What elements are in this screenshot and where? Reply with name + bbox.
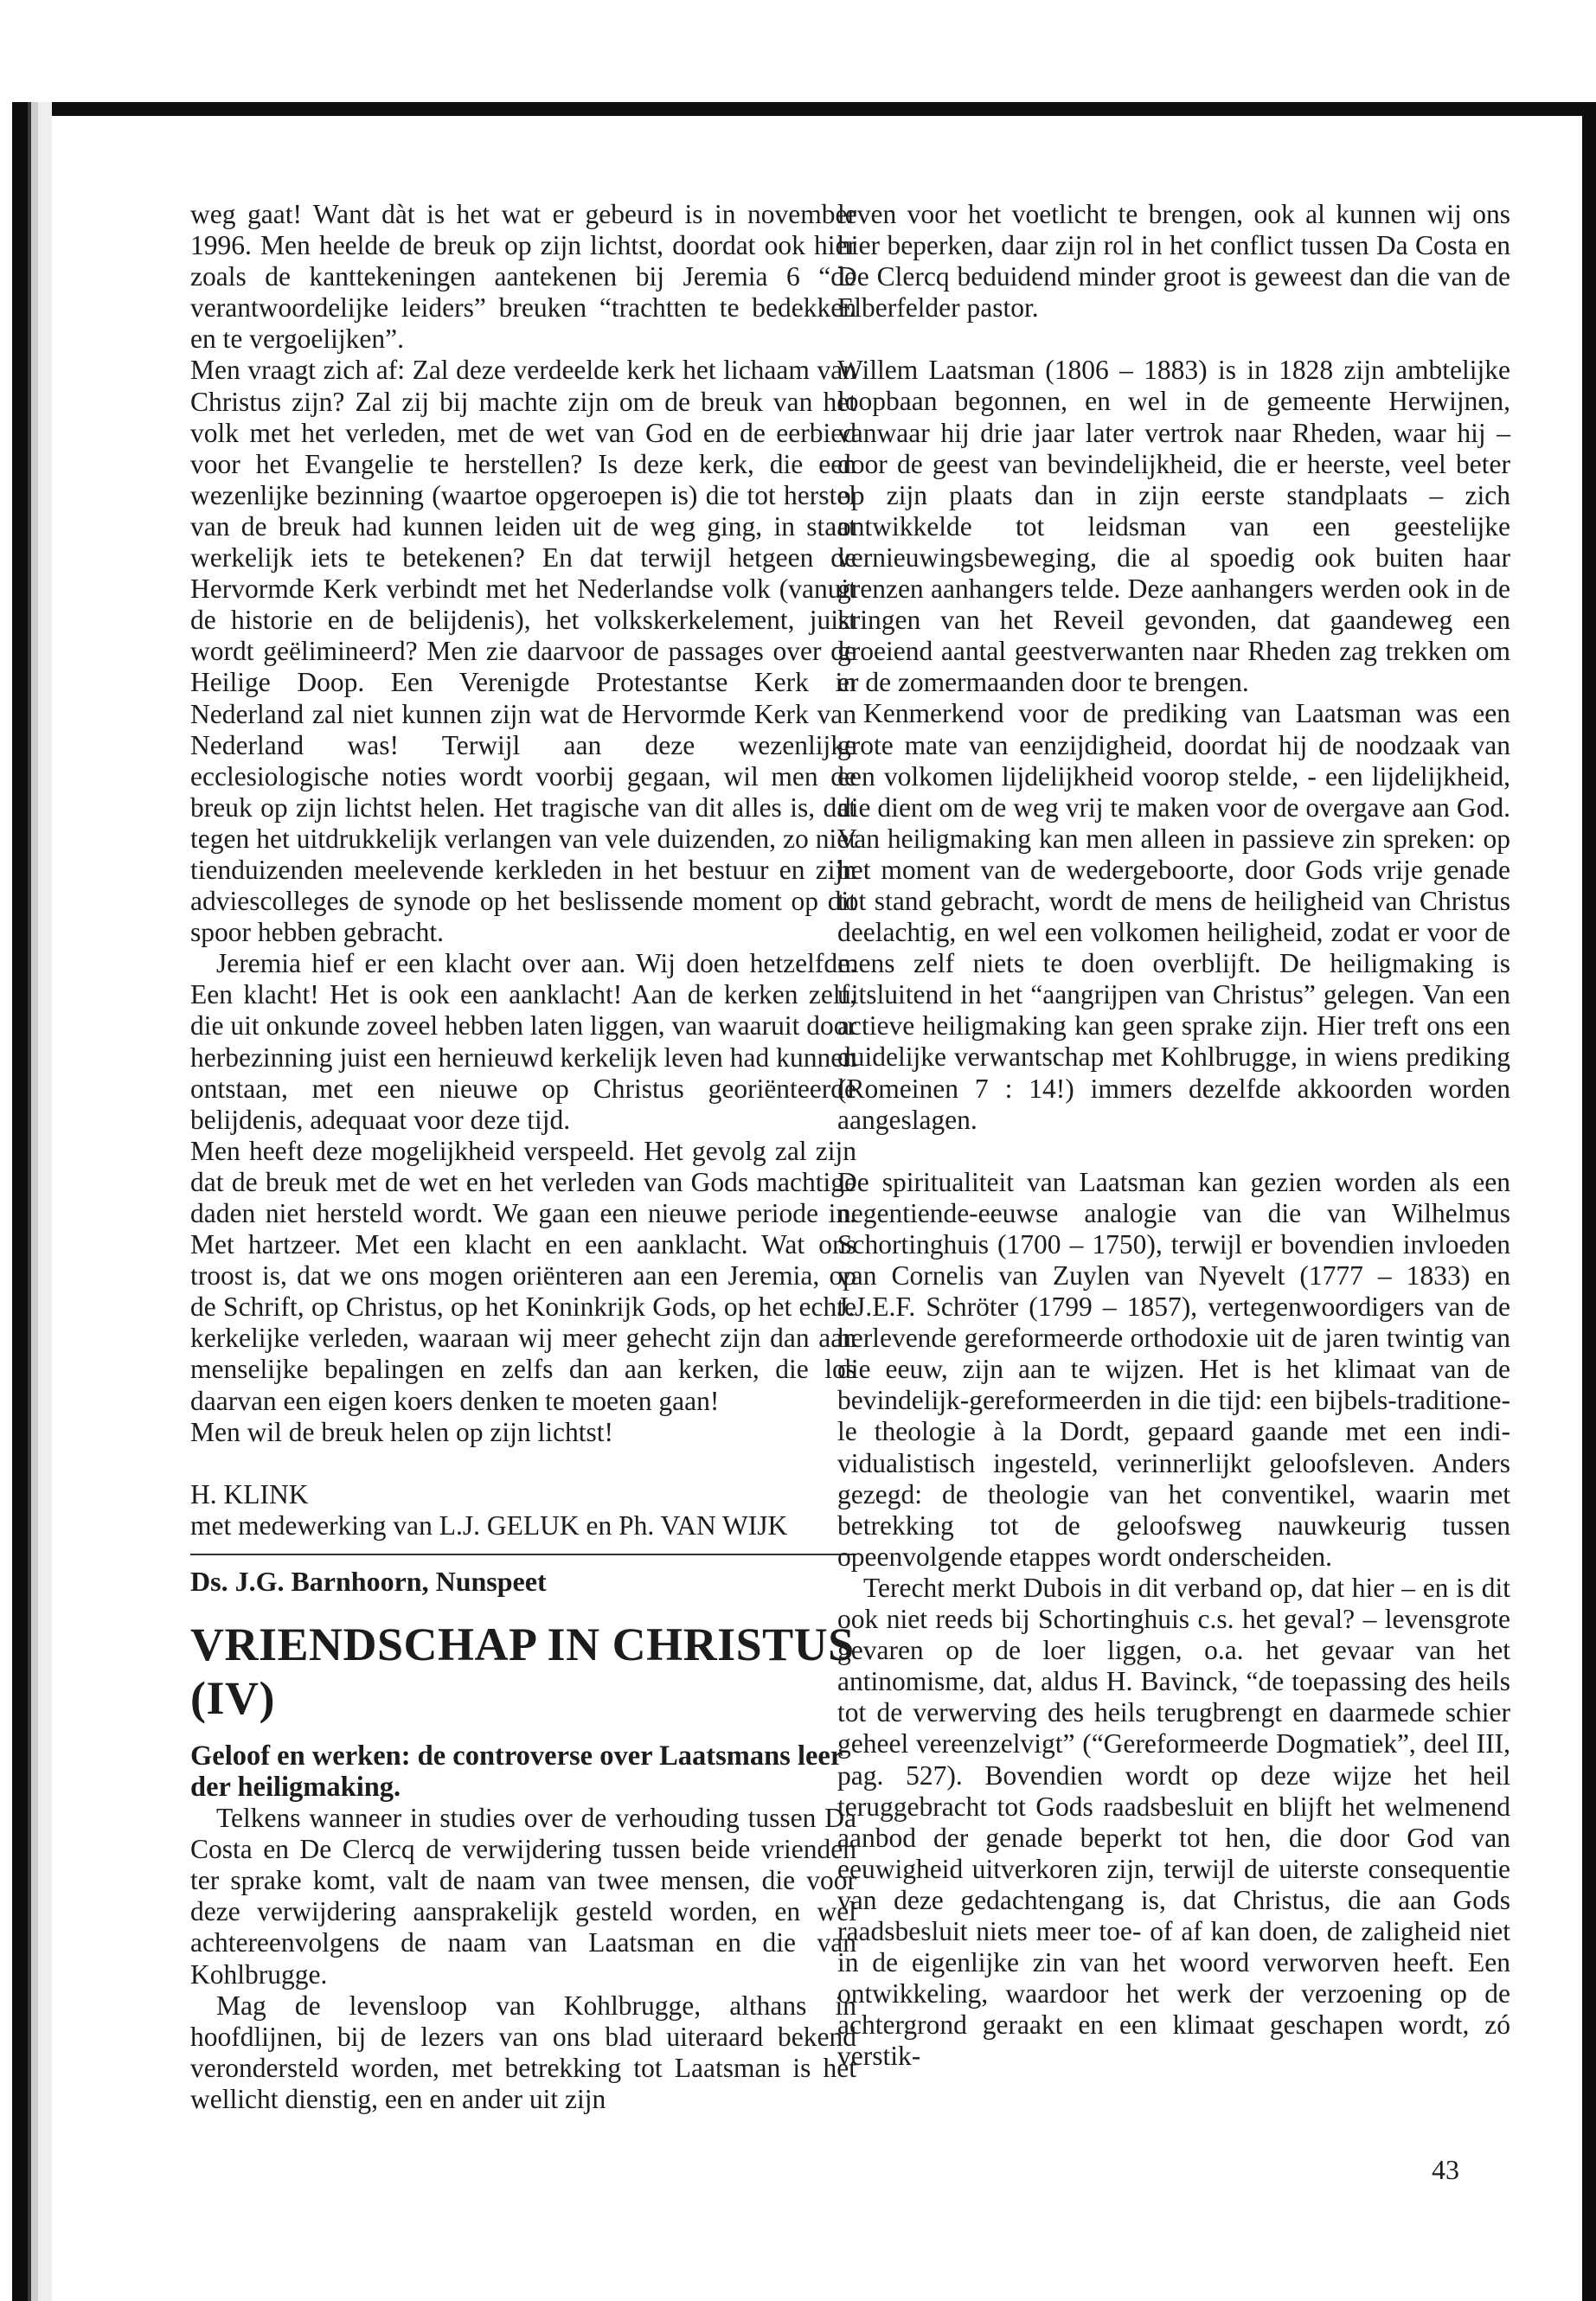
article-author: Ds. J.G. Barnhoorn, Nunspeet	[190, 1565, 547, 1597]
scan-border-top	[12, 102, 1596, 116]
paragraph: Telkens wanneer in studies over de verhouding tussen Da Costa en De Clercq de verwijdering tussen beide vrienden ter sprake komt, valt de naam van twee mensen, die voor deze verwijdering aansprakelijk gesteld worden, en wel achtereenvolgens de naam van Laatsman en die van Kohlbrugge.	[190, 1803, 856, 1990]
paragraph: Jeremia hief er een klacht over aan. Wij doen hetzelfde. Een klacht! Het is ook een aanklacht! Aan de kerken zelf, die uit onkunde zoveel hebben laten liggen, van waaruit door herbezinning juist een hernieuwd kerkelijk leven had kunnen ontstaan, met een nieuwe op Christus georiënteerde belijdenis, adequaat voor deze tijd.	[190, 948, 856, 1135]
paragraph: Men vraagt zich af: Zal deze verdeelde kerk het lichaam van Christus zijn? Zal zij bij machte zijn om de breuk van het volk met het verleden, met de wet van God en de eerbied voor het Evangelie te herstellen? Is deze kerk, die een wezenlijke bezinning (waartoe opgeroepen is) die tot herstel van de breuk had kunnen leiden uit de weg ging, in staat werkelijk iets te betekenen? En dat terwijl hetgeen de Hervormde Kerk verbindt met het Nederlandse volk (vanuit de historie en de belijdenis), het volkskerkelement, juist wordt geëlimineerd? Men zie daarvoor de passages over de Heilige Doop. Een Verenigde Protestantse Kerk in Nederland zal niet kunnen zijn wat de Hervormde Kerk van Nederland was! Terwijl aan deze wezenlijke ecclesiologische noties wordt voorbij gegaan, wil men de breuk op zijn lichtst helen. Het tragische van dit alles is, dat tegen het uitdrukkelijk verlangen van vele duizenden, zo niet tienduizenden meelevende kerkleden in het bestuur en zijn adviescolleges de synode op het beslissende moment op dit spoor hebben gebracht.	[190, 355, 856, 948]
paragraph: Kenmerkend voor de prediking van Laatsman was een grote mate van eenzijdigheid, doordat hij de noodzaak van een volkomen lijdelijkheid voorop stelde, - een lijdelijkheid, die dient om de weg vrij te maken voor de overgave aan God. Van heiligmaking kan men alleen in passieve zin spreken: op het moment van de wedergeboorte, door Gods vrije genade tot stand gebracht, wordt de mens de heiligheid van Christus deelachtig, en wel een volkomen heiligheid, zodat er voor de mens zelf niets te doen overblijft. De heiligmaking is uitsluitend in het “aangrijpen van Christus” gelegen. Van een actieve heiligmaking kan geen sprake zijn. Hier treft ons een duidelijke verwantschap met Kohlbrugge, in wiens prediking (Romeinen 7 : 14!) immers dezelfde akkoorden worden aangeslagen.	[837, 698, 1510, 1135]
right-column	[837, 199, 1510, 2072]
article-divider	[190, 1554, 856, 1555]
paragraph: Terecht merkt Dubois in dit verband op, dat hier – en is dit ook niet reeds bij Schortinghuis c.s. het geval? – levensgrote gevaren op de loer liggen, o.a. het gevaar van het antinomisme, dat, aldus H. Bavinck, “de toepassing des heils tot de verwerving des heils terugbrengt en daarmede schier geheel vereenzelvigt” (“Gereformeerde Dogmatiek”, deel III, pag. 527). Bovendien wordt op deze wijze het heil teruggebracht tot Gods raadsbesluit en blijft het welmenend aanbod der genade beperkt tot hen, die door God van eeuwigheid uitverkoren zijn, terwijl de uiterste consequentie van deze gedachtengang is, dat Christus, die aan Gods raadsbesluit niets meer toe- of af kan doen, de zaligheid niet in de eigenlijke zin van het woord verworven heeft. Een ontwikkeling, waardoor het werk der verzoening op de achtergrond geraakt en een klimaat geschapen wordt, zó verstik-	[837, 1572, 1510, 2072]
spacer	[837, 324, 1510, 355]
paragraph: leven voor het voetlicht te brengen, ook al kunnen wij ons hier beperken, daar zijn rol in het conflict tussen Da Costa en De Clercq beduidend minder groot is geweest dan die van de Elberfelder pastor.	[837, 199, 1510, 324]
paragraph: weg gaat! Want dàt is het wat er gebeurd is in november 1996. Men heelde de breuk op zijn lichtst, doordat ook hier zoals de kanttekeningen aantekenen bij Jeremia 6 “de verantwoordelijke leiders” breuken “trachtten te bedekken en te vergoelijken”.	[190, 199, 856, 355]
page-number: 43	[1432, 2154, 1459, 2185]
paragraph: Willem Laatsman (1806 – 1883) is in 1828 zijn ambtelijke loopbaan begonnen, en wel in de gemeente Herwijnen, vanwaar hij drie jaar later vertrok naar Rheden, waar hij – door de geest van bevindelijkheid, die er heerste, veel beter op zijn plaats dan in zijn eerste standplaats – zich ontwikkelde tot leidsman van een geestelijke vernieuwingsbeweging, die al spoedig ook buiten haar grenzen aanhangers telde. Deze aanhangers werden ook in de kringen van het Reveil gevonden, dat gaandeweg een groeiend aantal geestverwanten naar Rheden zag trekken om er de zomermaanden door te brengen.	[837, 355, 1510, 698]
paragraph: Men wil de breuk helen op zijn lichtst!	[190, 1416, 614, 1447]
signature-collaborators: met medewerking van L.J. GELUK en Ph. VAN WIJK	[190, 1509, 788, 1541]
page-sheet	[52, 116, 1582, 2301]
scan-border-left	[12, 102, 52, 2301]
article-title: VRIENDSCHAP IN CHRISTUS (IV)	[190, 1618, 855, 1725]
paragraph: Men heeft deze mogelijkheid verspeeld. Het gevolg zal zijn dat de breuk met de wet en het verleden van Gods machtige daden niet hersteld wordt. We gaan een nieuwe periode in. Met hartzeer. Met een klacht en een aanklacht. Wat ons troost is, dat we ons mogen oriënteren aan een Jeremia, op de Schrift, op Christus, op het Koninkrijk Gods, op het echte kerkelijke verleden, waaraan wij meer gehecht zijn dan aan menselijke bepalingen en zelfs dan aan kerken, die los daarvan een eigen koers denken te moeten gaan!	[190, 1135, 856, 1416]
scan-border-right	[1582, 102, 1596, 2301]
spacer	[837, 1136, 1510, 1167]
spacer	[190, 1448, 856, 1479]
article-subtitle: Geloof en werken: de controverse over Laatsmans leer der heiligmaking.	[190, 1740, 843, 1804]
paragraph: Mag de levensloop van Kohlbrugge, althans in hoofdlijnen, bij de lezers van ons blad uiteraard bekend verondersteld worden, met betrekking tot Laatsman is het wellicht dienstig, een en ander uit zijn	[190, 1990, 856, 2114]
paragraph: De spiritualiteit van Laatsman kan gezien worden als een negentiende-eeuwse analogie van die van Wilhelmus Schortinghuis (1700 – 1750), terwijl er bovendien invloeden van Cornelis van Zuylen van Nyevelt (1777 – 1833) en J.J.E.F. Schröter (1799 – 1857), vertegenwoordigers van de herlevende gereformeerde orthodoxie uit de jaren twintig van die eeuw, zijn aan te wijzen. Het is het klimaat van de bevindelijk-gereformeerden in die tijd: een bijbels-traditionele theologie à la Dordt, gepaard gaande met een individualistisch ingesteld, verinnerlijkt geloofsleven. Anders gezegd: de theologie van het conventikel, waarin met betrekking tot de geloofsweg nauwkeurig tussen opeenvolgende etappes wordt onderscheiden.	[837, 1166, 1510, 1572]
left-column	[190, 199, 856, 2115]
signature	[190, 1479, 856, 1541]
signature-name: H. KLINK	[190, 1478, 309, 1509]
